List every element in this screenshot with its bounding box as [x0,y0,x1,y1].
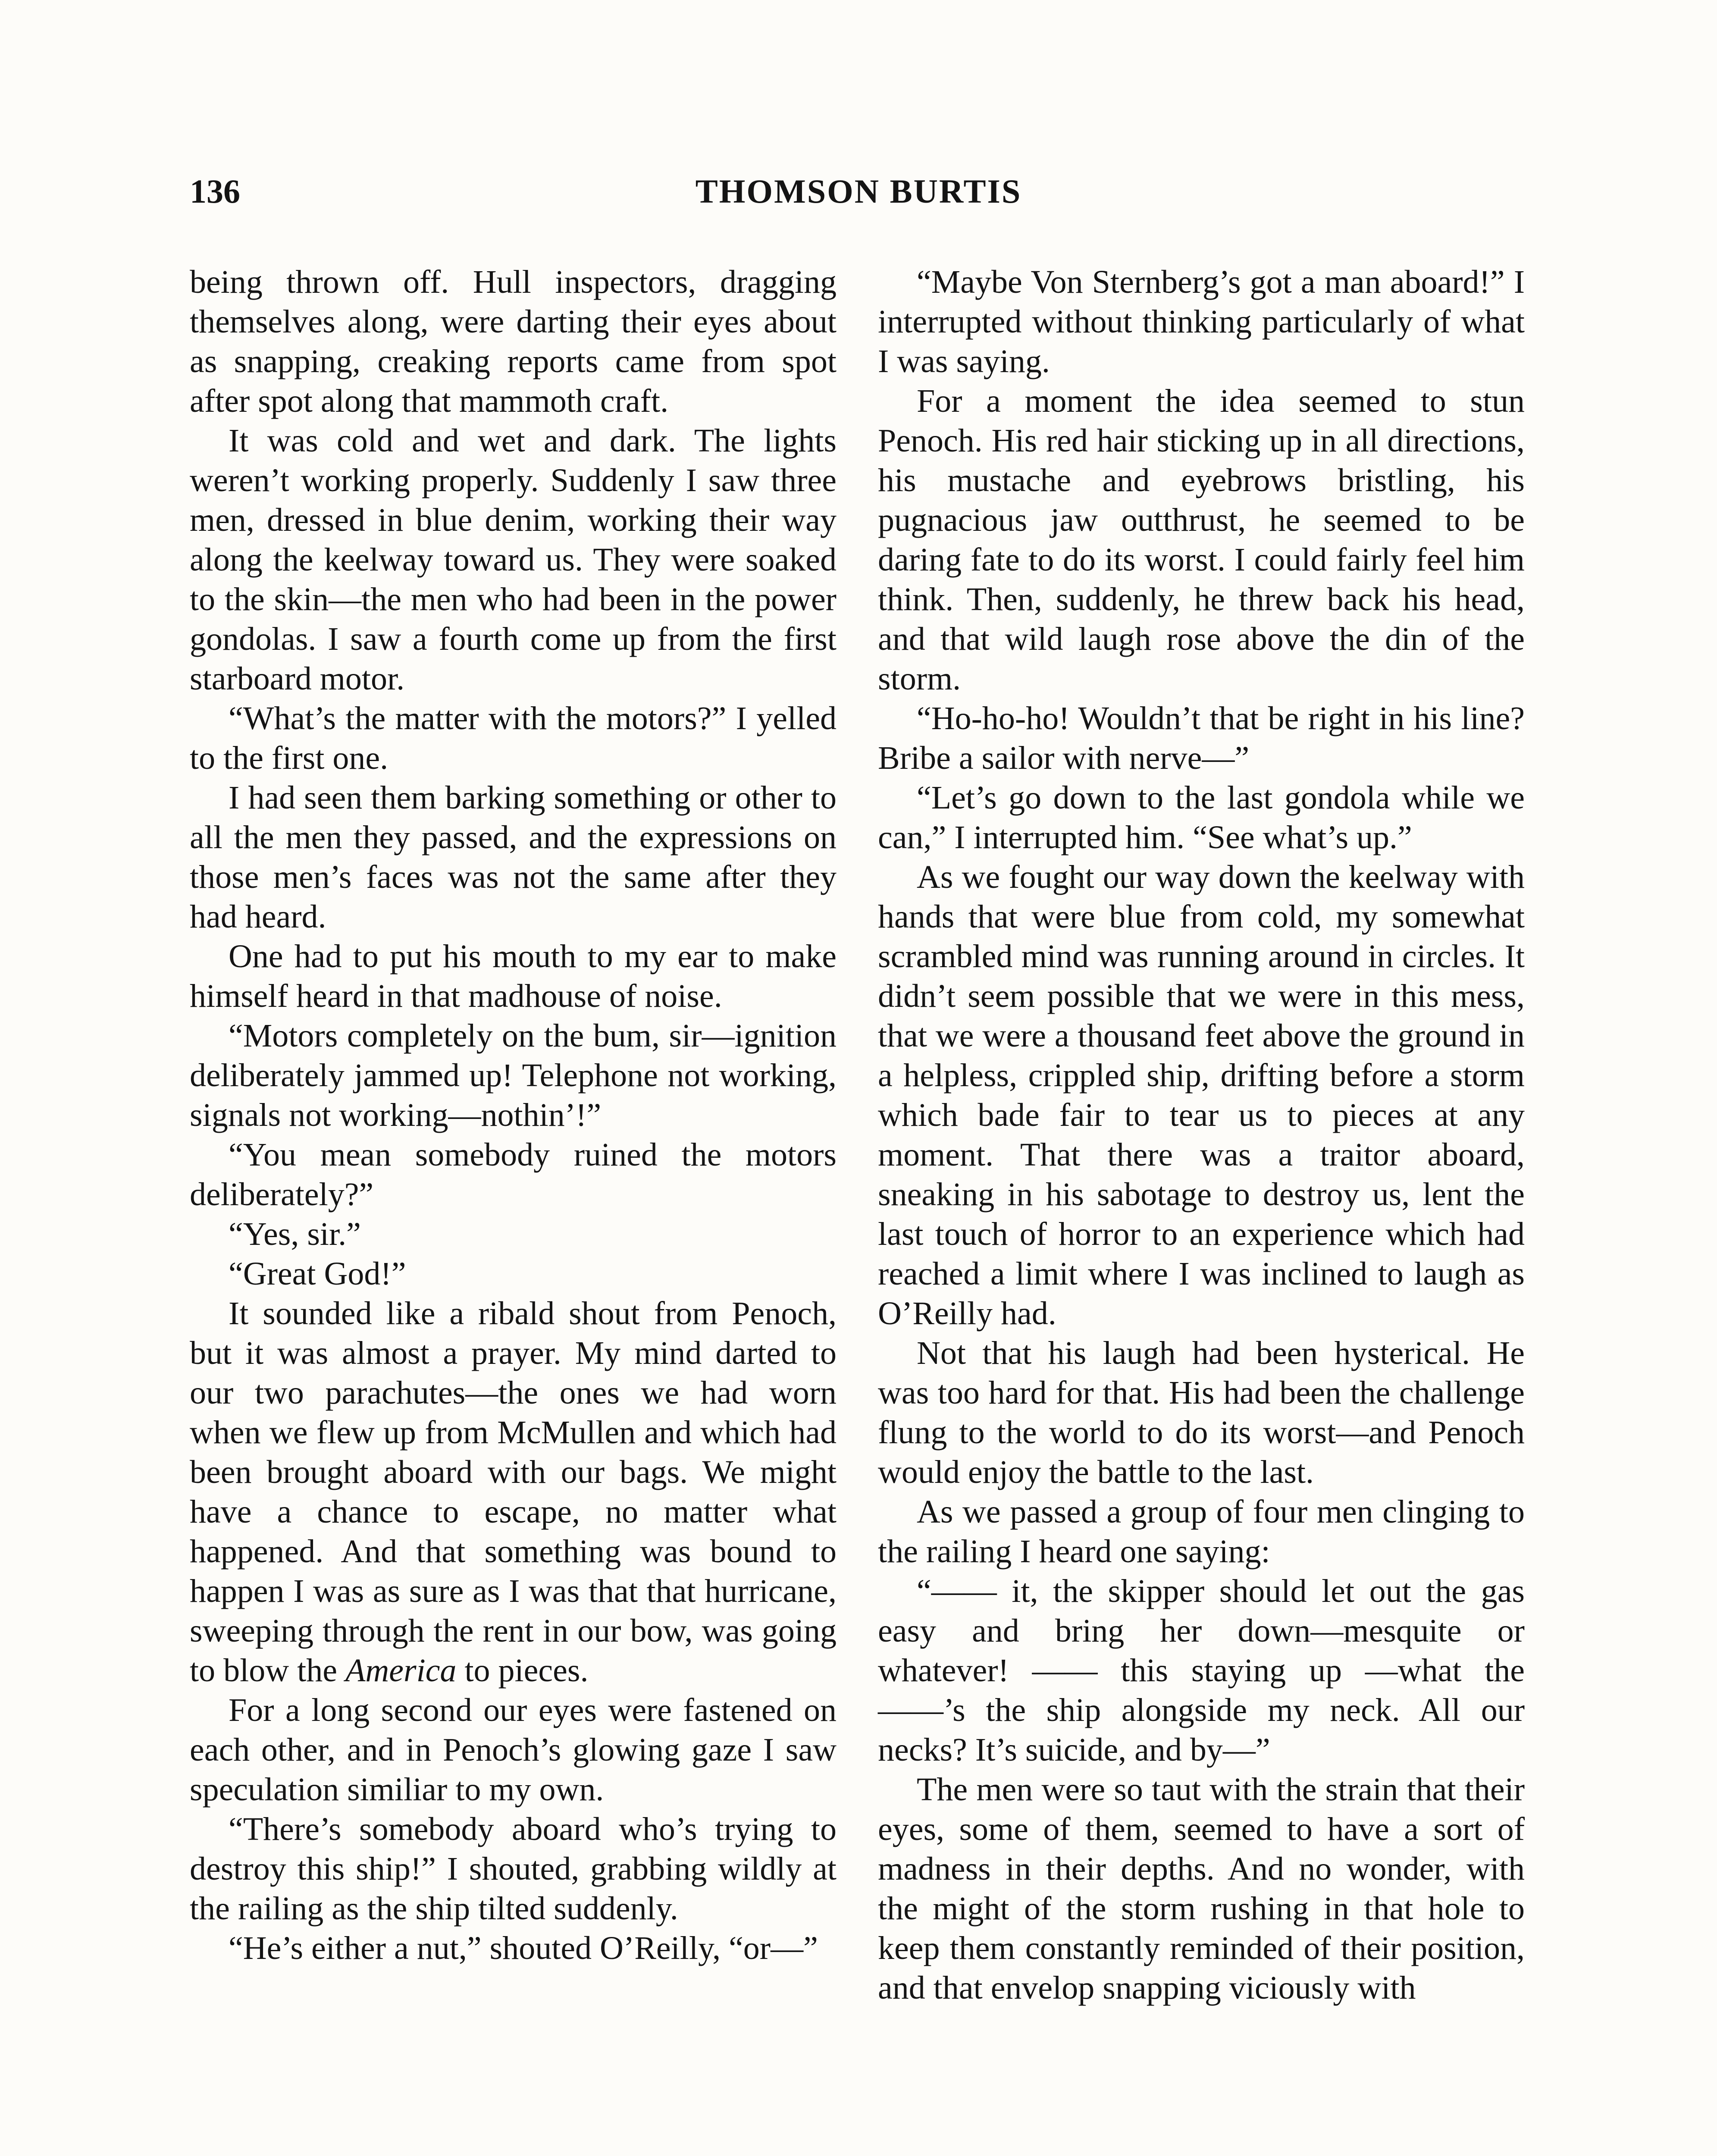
left-column [190,262,837,1968]
paragraph: “Great God!” [229,1256,406,1292]
paragraph: For a moment the idea seemed to stun Penoch. His red hair sticking up in all directions, his mustache and eyebrows bristling, his pugnacious jaw outthrust, he seemed to be daring fate to do its worst. I could fairly feel him think. Then, suddenly, he threw back his head, and that wild laugh rose above the din of the storm. [878,383,1525,697]
paragraph: “He’s either a nut,” shouted O’Reilly, “or—” [229,1930,818,1966]
page-number: 136 [190,172,240,210]
paragraph: Not that his laugh had been hysterical. He was too hard for that. His had been the challenge flung to the world to do its worst—and Penoch would enjoy the battle to the last. [878,1335,1525,1490]
paragraph-text: It sounded like a ribald shout from Penoch, but it was almost a prayer. My mind darted to our two parachutes—the ones we had worn when we flew up from McMullen and which had been brought aboard with our bags. We might have a chance to escape, no matter what happened. And that something was bound to happen I was as sure as I was that that hurricane, sweeping through the rent in our bow, was going to blow the [190,1295,837,1689]
paragraph: As we fought our way down the keelway with hands that were blue from cold, my somewhat scrambled mind was running around in circles. It didn’t seem possible that we were in this mess, that we were a thousand feet above the ground in a helpless, crippled ship, drifting before a storm which bade fair to tear us to pieces at any moment. That there was a traitor aboard, sneaking in his sabotage to destroy us, lent the last touch of horror to an experience which had reached a limit where I was inclined to laugh as O’Reilly had. [878,859,1525,1332]
paragraph: “Ho-ho-ho! Wouldn’t that be right in his line? Bribe a sailor with nerve—” [878,700,1525,776]
paragraph: The men were so taut with the strain that their eyes, some of them, seemed to have a sort of madness in their depths. And no wonder, with the might of the storm rushing in that hole to keep them constantly reminded of their position, and that envelop snapping viciously with [878,1771,1525,2006]
paragraph: being thrown off. Hull inspectors, dragging themselves along, were darting their eyes about as snapping, creaking reports came from spot after spot along that mammoth craft. [190,264,837,419]
running-head: THOMSON BURTIS [695,172,1022,210]
right-column [878,262,1525,2008]
paragraph: “Motors completely on the bum, sir—ignition deliberately jammed up! Telephone not working, signals not working—nothin’!” [190,1018,837,1133]
paragraph: For a long second our eyes were fastened on each other, and in Penoch’s glowing gaze I saw speculation similiar to my own. [190,1692,837,1808]
paragraph: “Maybe Von Sternberg’s got a man aboard!” I interrupted without thinking particularly of what I was saying. [878,264,1525,379]
paragraph: “Yes, sir.” [229,1216,361,1252]
paragraph: “You mean somebody ruined the motors deliberately?” [190,1137,837,1213]
paragraph: One had to put his mouth to my ear to make himself heard in that madhouse of noise. [190,938,837,1014]
paragraph: As we passed a group of four men clinging to the railing I heard one saying: [878,1494,1525,1570]
paragraph: “What’s the matter with the motors?” I yelled to the first one. [190,700,837,776]
paragraph: I had seen them barking something or other to all the men they passed, and the expressions on those men’s faces was not the same after they had heard. [190,780,837,935]
ship-name-italic: America [345,1652,457,1689]
paragraph-text: to pieces. [464,1652,589,1689]
paragraph: “There’s somebody aboard who’s trying to destroy this ship!” I shouted, grabbing wildly at the railing as the ship tilted suddenly. [190,1811,837,1927]
paragraph [190,1294,837,1690]
paragraph: It was cold and wet and dark. The lights weren’t working properly. Suddenly I saw three men, dressed in blue denim, working their way along the keelway toward us. They were soaked to the skin—the men who had been in the power gondolas. I saw a fourth come up from the first starboard motor. [190,423,837,697]
paragraph: “—— it, the skipper should let out the gas easy and bring her down—mesquite or whatever! —— this staying up —what the ——’s the ship alongside my neck. All our necks? It’s suicide, and by—” [878,1573,1525,1768]
paragraph: “Let’s go down to the last gondola while we can,” I interrupted him. “See what’s up.” [878,780,1525,856]
